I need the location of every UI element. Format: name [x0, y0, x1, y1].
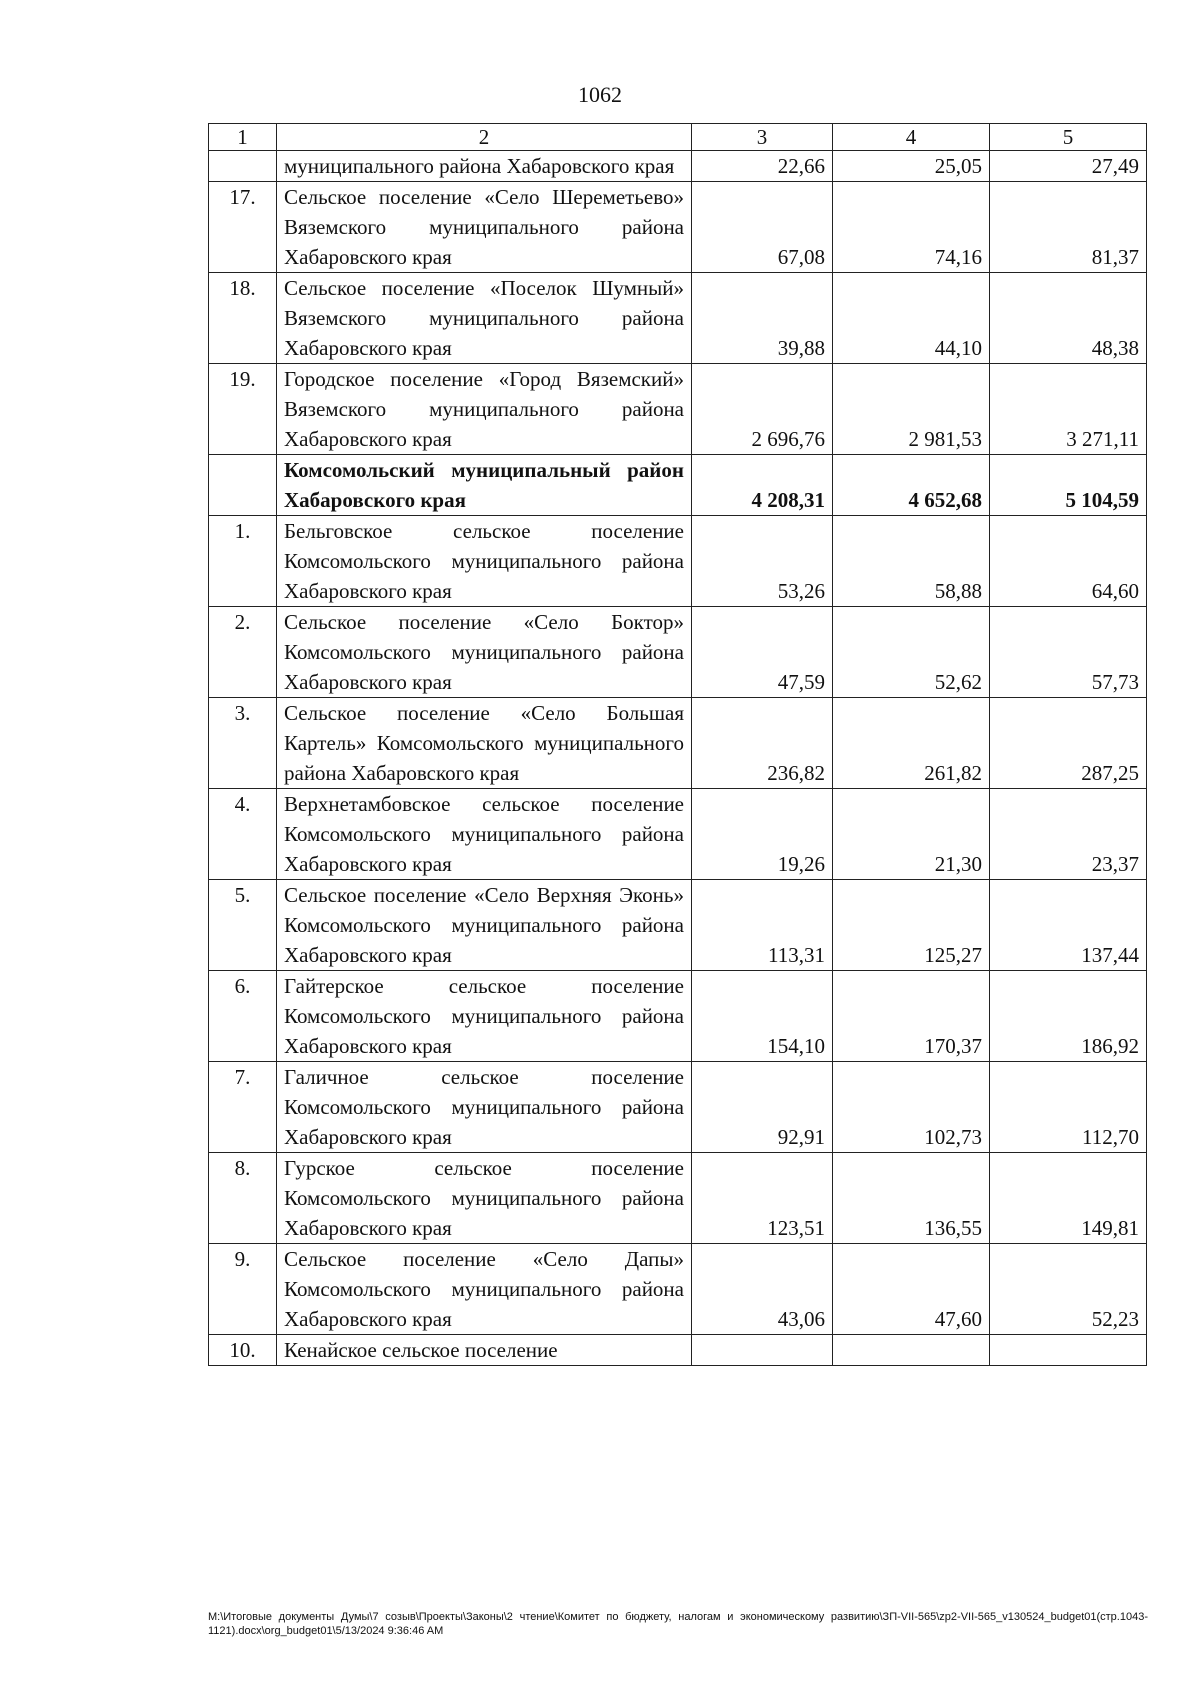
page-number: 1062 [578, 82, 622, 107]
value-col-3: 4 208,31 [692, 455, 833, 516]
header-cell: 3 [692, 124, 833, 151]
value-col-5: 3 271,11 [990, 364, 1147, 455]
value-col-5: 48,38 [990, 273, 1147, 364]
value-col-5: 57,73 [990, 607, 1147, 698]
settlement-name: Кенайское сельское поселение [277, 1335, 692, 1366]
row-number [209, 455, 277, 516]
row-number: 8. [209, 1153, 277, 1244]
value-col-4: 74,16 [833, 182, 990, 273]
value-col-5: 52,23 [990, 1244, 1147, 1335]
value-col-3: 113,31 [692, 880, 833, 971]
table-row [209, 182, 1147, 273]
table-row [209, 1062, 1147, 1153]
value-col-5: 23,37 [990, 789, 1147, 880]
value-col-4 [833, 1335, 990, 1366]
settlement-name: Галичное сельское поселение Комсомольского муниципального района Хабаровского края [277, 1062, 692, 1153]
settlement-name: Комсомольский муниципальный район Хабаровского края [277, 455, 692, 516]
table-header-row [209, 124, 1147, 151]
value-col-5: 5 104,59 [990, 455, 1147, 516]
row-number: 7. [209, 1062, 277, 1153]
row-number [209, 151, 277, 182]
value-col-4: 136,55 [833, 1153, 990, 1244]
table-row [209, 607, 1147, 698]
settlement-name: Сельское поселение «Село Боктор» Комсомольского муниципального района Хабаровского края [277, 607, 692, 698]
row-number: 3. [209, 698, 277, 789]
row-number: 2. [209, 607, 277, 698]
budget-table [208, 123, 1147, 1366]
value-col-5: 81,37 [990, 182, 1147, 273]
value-col-4: 261,82 [833, 698, 990, 789]
settlement-name: Верхнетамбовское сельское поселение Комсомольского муниципального района Хабаровского края [277, 789, 692, 880]
district-total-row [209, 455, 1147, 516]
value-col-3: 39,88 [692, 273, 833, 364]
value-col-3: 43,06 [692, 1244, 833, 1335]
value-col-5: 112,70 [990, 1062, 1147, 1153]
row-number: 4. [209, 789, 277, 880]
row-number: 6. [209, 971, 277, 1062]
value-col-5: 149,81 [990, 1153, 1147, 1244]
row-number: 18. [209, 273, 277, 364]
value-col-3: 53,26 [692, 516, 833, 607]
row-number: 9. [209, 1244, 277, 1335]
header-cell: 1 [209, 124, 277, 151]
value-col-3: 2 696,76 [692, 364, 833, 455]
value-col-3: 47,59 [692, 607, 833, 698]
value-col-4: 58,88 [833, 516, 990, 607]
row-number: 17. [209, 182, 277, 273]
settlement-name: Бельговское сельское поселение Комсомольского муниципального района Хабаровского края [277, 516, 692, 607]
settlement-name: Сельское поселение «Село Большая Картель» Комсомольского муниципального района Хабаровского края [277, 698, 692, 789]
value-col-3: 22,66 [692, 151, 833, 182]
table-row [209, 880, 1147, 971]
value-col-4: 4 652,68 [833, 455, 990, 516]
row-number: 5. [209, 880, 277, 971]
table-row [209, 698, 1147, 789]
table-row [209, 516, 1147, 607]
table-row [209, 1244, 1147, 1335]
row-number: 1. [209, 516, 277, 607]
settlement-name: Городское поселение «Город Вяземский» Вяземского муниципального района Хабаровского края [277, 364, 692, 455]
header-cell: 5 [990, 124, 1147, 151]
value-col-4: 21,30 [833, 789, 990, 880]
value-col-4: 125,27 [833, 880, 990, 971]
settlement-name: Сельское поселение «Село Верхняя Эконь» Комсомольского муниципального района Хабаровского края [277, 880, 692, 971]
file-path-footer: M:\Итоговые документы Думы\7 созыв\Проекты\Законы\2 чтение\Комитет по бюджету, налогам и экономическому развитию\ЗП-VII-565\zp2-VII-565_v130524_budget01(стр.1043-1121).docx\org_budget01\5/13/2024 9:36:46 AM [208, 1611, 1148, 1637]
value-col-5 [990, 1335, 1147, 1366]
value-col-5: 287,25 [990, 698, 1147, 789]
value-col-3 [692, 1335, 833, 1366]
table-row [209, 273, 1147, 364]
value-col-4: 170,37 [833, 971, 990, 1062]
value-col-4: 102,73 [833, 1062, 990, 1153]
value-col-3: 236,82 [692, 698, 833, 789]
settlement-name: Гурское сельское поселение Комсомольского муниципального района Хабаровского края [277, 1153, 692, 1244]
value-col-5: 186,92 [990, 971, 1147, 1062]
settlement-name: муниципального района Хабаровского края [277, 151, 692, 182]
table-row [209, 789, 1147, 880]
row-number: 10. [209, 1335, 277, 1366]
value-col-4: 25,05 [833, 151, 990, 182]
settlement-name: Сельское поселение «Село Дапы» Комсомольского муниципального района Хабаровского края [277, 1244, 692, 1335]
value-col-4: 47,60 [833, 1244, 990, 1335]
value-col-3: 123,51 [692, 1153, 833, 1244]
header-cell: 4 [833, 124, 990, 151]
value-col-3: 19,26 [692, 789, 833, 880]
table-row [209, 971, 1147, 1062]
value-col-4: 44,10 [833, 273, 990, 364]
value-col-5: 137,44 [990, 880, 1147, 971]
value-col-3: 154,10 [692, 971, 833, 1062]
value-col-3: 67,08 [692, 182, 833, 273]
table-row [209, 151, 1147, 182]
settlement-name: Гайтерское сельское поселение Комсомольского муниципального района Хабаровского края [277, 971, 692, 1062]
row-number: 19. [209, 364, 277, 455]
value-col-4: 52,62 [833, 607, 990, 698]
value-col-3: 92,91 [692, 1062, 833, 1153]
value-col-5: 64,60 [990, 516, 1147, 607]
table-row [209, 1335, 1147, 1366]
value-col-4: 2 981,53 [833, 364, 990, 455]
table-row [209, 1153, 1147, 1244]
settlement-name: Сельское поселение «Поселок Шумный» Вяземского муниципального района Хабаровского края [277, 273, 692, 364]
table-row [209, 364, 1147, 455]
header-cell: 2 [277, 124, 692, 151]
value-col-5: 27,49 [990, 151, 1147, 182]
settlement-name: Сельское поселение «Село Шереметьево» Вяземского муниципального района Хабаровского края [277, 182, 692, 273]
